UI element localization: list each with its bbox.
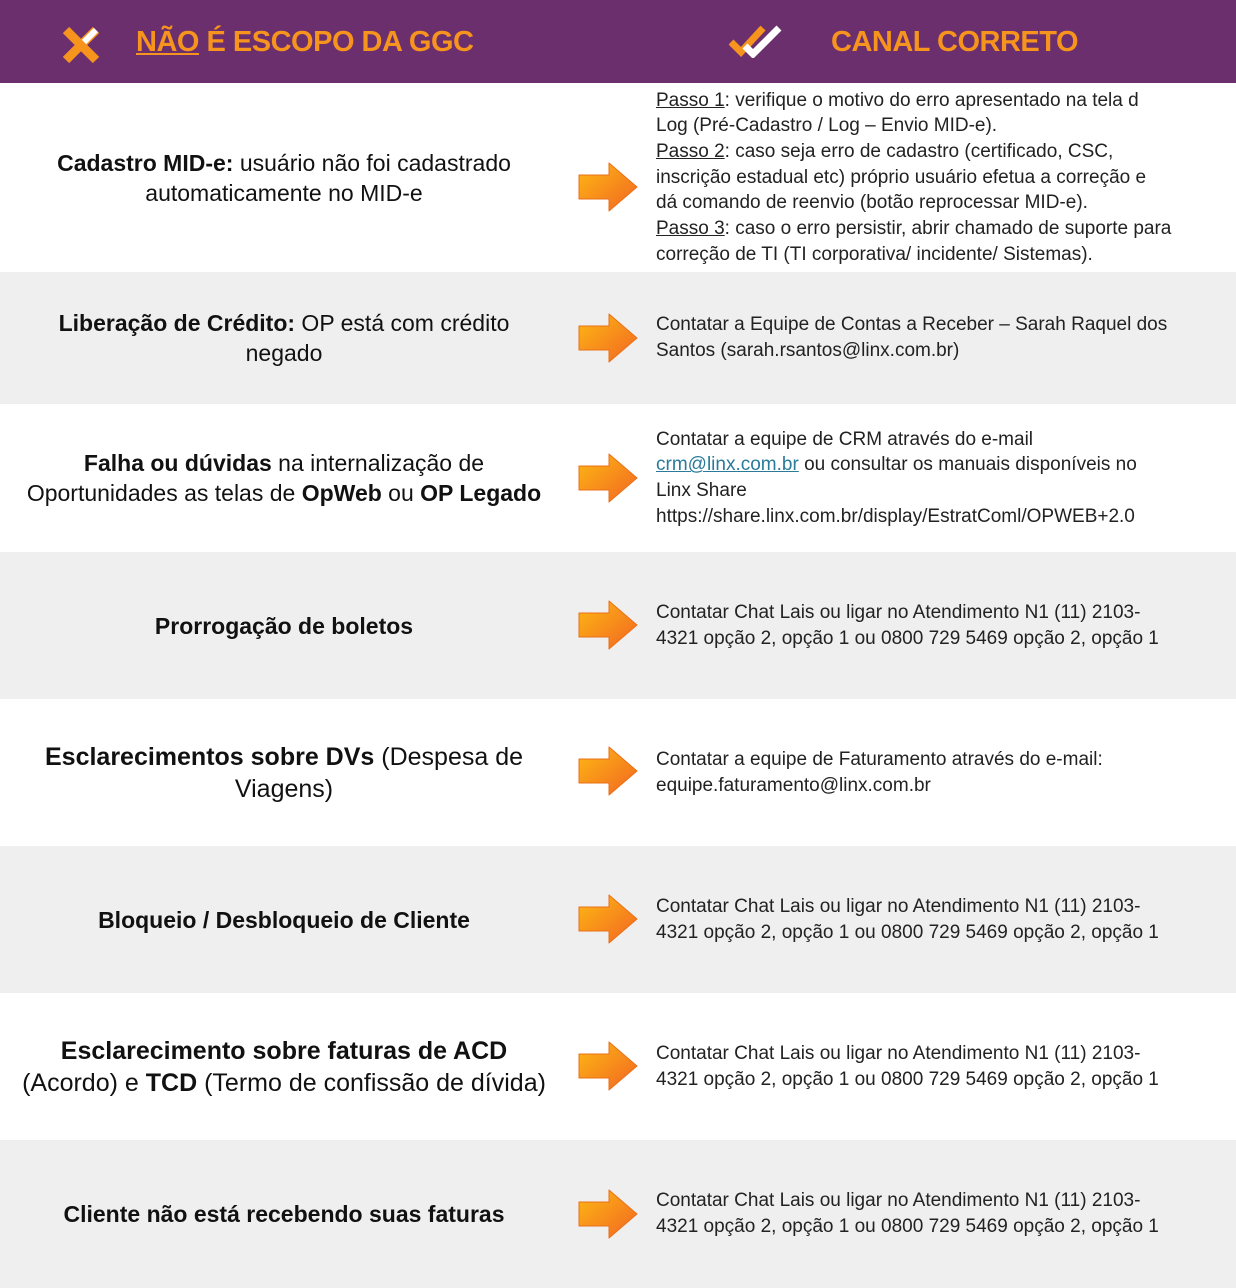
channel-text: Linx Share (656, 480, 747, 501)
double-check-icon (729, 24, 783, 58)
topic-bold: OP Legado (420, 480, 542, 506)
right-arrow-icon (575, 452, 639, 504)
step-text: : caso seja erro de cadastro (certificado, CSC, (724, 140, 1114, 162)
table-row (0, 404, 1236, 552)
topic-bold: TCD (145, 1068, 198, 1097)
row-topic (0, 83, 568, 272)
table-header (0, 0, 1236, 83)
row-channel (656, 404, 1231, 552)
table-row (0, 993, 1236, 1140)
topic-text: (Acordo) e (22, 1068, 146, 1097)
row-topic (0, 272, 568, 404)
right-arrow-icon (575, 1188, 639, 1240)
topic-text: OP está com crédito (295, 310, 510, 336)
table-row (0, 846, 1236, 993)
topic-bold: Bloqueio / Desbloqueio de Cliente (98, 906, 470, 933)
channel-text: 4321 opção 2, opção 1 ou 0800 729 5469 opção 2, opção 1 (656, 627, 1159, 649)
topic-bold: Prorrogação de boletos (154, 612, 414, 639)
topic-text: (Despesa de (374, 742, 524, 771)
x-icon (62, 26, 100, 64)
right-arrow-icon (575, 161, 639, 213)
right-arrow-icon (575, 1040, 639, 1092)
row-topic (0, 1140, 568, 1288)
row-channel (656, 993, 1231, 1140)
step-text: Log (Pré-Cadastro / Log – Envio MID-e). (656, 115, 998, 137)
table-row (0, 83, 1236, 272)
table-row (0, 552, 1236, 699)
row-channel (656, 699, 1231, 846)
row-topic (0, 552, 568, 699)
row-channel (656, 552, 1231, 699)
step-label: Passo 3 (656, 218, 725, 240)
channel-text: 4321 opção 2, opção 1 ou 0800 729 5469 opção 2, opção 1 (656, 1068, 1159, 1090)
step-text: dá comando de reenvio (botão reprocessar MID-e). (656, 192, 1088, 214)
right-arrow-icon (575, 599, 639, 651)
topic-bold: OpWeb (301, 480, 382, 506)
header-right-title: CANAL CORRETO (831, 26, 1078, 58)
header-left-underlined: NÃO (136, 26, 199, 58)
step-label: Passo 2 (656, 140, 725, 162)
row-channel (656, 1140, 1231, 1288)
step-text: : caso o erro persistir, abrir chamado de suporte para (724, 218, 1172, 240)
right-arrow-icon (575, 893, 639, 945)
row-topic (0, 404, 568, 552)
step-text: correção de TI (TI corporativa/ incidente/ Sistemas). (656, 243, 1093, 265)
topic-text: na internalização de (271, 450, 485, 476)
channel-text: Contatar Chat Lais ou ligar no Atendimento N1 (11) 2103- (656, 1190, 1141, 1212)
channel-text: 4321 opção 2, opção 1 ou 0800 729 5469 opção 2, opção 1 (656, 921, 1159, 943)
topic-bold: Liberação de Crédito: (58, 310, 296, 336)
row-topic (0, 846, 568, 993)
channel-text: equipe.faturamento@linx.com.br (656, 774, 931, 796)
table-row (0, 1140, 1236, 1288)
channel-url: https://share.linx.com.br/display/EstratComl/OPWEB+2.0 (656, 505, 1135, 527)
channel-text: ou consultar os manuais disponíveis no (798, 454, 1137, 476)
topic-text: automaticamente no MID-e (145, 179, 423, 206)
step-text: : verifique o motivo do erro apresentado na tela d (724, 89, 1139, 111)
topic-bold: Falha ou dúvidas (83, 450, 272, 476)
right-arrow-icon (575, 312, 639, 364)
row-topic (0, 699, 568, 846)
header-left-rest: É ESCOPO DA GGC (198, 26, 474, 58)
topic-text: (Termo de confissão de dívida) (197, 1068, 546, 1097)
topic-text: negado (245, 340, 323, 366)
crm-email-link[interactable]: crm@linx.com.br (656, 454, 799, 476)
topic-text: usuário não foi cadastrado (233, 149, 511, 176)
channel-text: Contatar Chat Lais ou ligar no Atendimento N1 (11) 2103- (656, 895, 1141, 917)
channel-text: Contatar a Equipe de Contas a Receber – Sarah Raquel dos (656, 314, 1168, 336)
right-arrow-icon (575, 745, 639, 797)
channel-text: Contatar a equipe de Faturamento através do e-mail: (656, 748, 1103, 770)
row-topic (0, 993, 568, 1140)
channel-text: Contatar Chat Lais ou ligar no Atendimento N1 (11) 2103- (656, 1042, 1141, 1064)
channel-text: Contatar Chat Lais ou ligar no Atendimento N1 (11) 2103- (656, 601, 1141, 623)
topic-bold: Cadastro MID-e: (57, 149, 234, 176)
table-row (0, 272, 1236, 404)
step-text: inscrição estadual etc) próprio usuário efetua a correção e (656, 166, 1147, 188)
topic-bold: Esclarecimento sobre faturas de ACD (60, 1036, 508, 1065)
step-label: Passo 1 (656, 89, 725, 111)
topic-text: ou (381, 480, 421, 506)
channel-text: Santos (sarah.rsantos@linx.com.br) (656, 340, 960, 361)
topic-bold: Cliente não está recebendo suas faturas (63, 1201, 505, 1227)
row-channel (656, 272, 1231, 404)
topic-text: Oportunidades as telas de (26, 480, 302, 506)
channel-text: Contatar a equipe de CRM através do e-mail (656, 428, 1034, 450)
topic-bold: Esclarecimentos sobre DVs (44, 742, 375, 771)
table-row (0, 699, 1236, 846)
topic-text: Viagens) (234, 774, 334, 803)
row-channel (656, 846, 1231, 993)
header-left-title (136, 26, 473, 59)
channel-text: 4321 opção 2, opção 1 ou 0800 729 5469 opção 2, opção 1 (656, 1216, 1159, 1237)
row-channel (656, 83, 1231, 272)
